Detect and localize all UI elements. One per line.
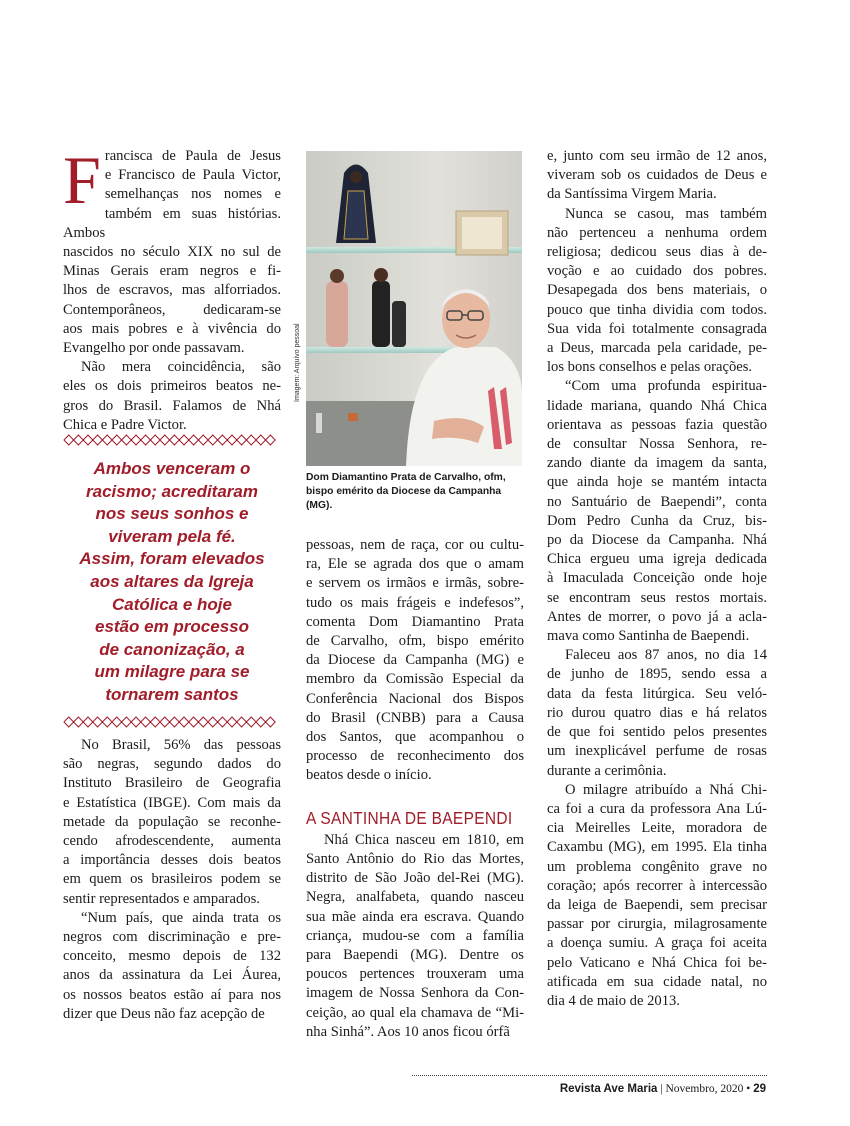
text-line: coração; após recorrer à intercessão	[547, 877, 767, 894]
text-line: do Brasil (CNBB) para a Causa	[306, 709, 524, 726]
text-line: poucos pertences trouxeram uma	[306, 966, 524, 983]
text-line: cendo afrodescendente, aumenta	[63, 833, 281, 850]
text-line: anos da assinatura da Lei Áurea,	[63, 967, 281, 984]
drop-cap: F	[63, 142, 101, 218]
text-line: beatos desde o início.	[306, 767, 432, 784]
text-line: ra, Ele se agrada dos que o amam	[306, 556, 524, 573]
text-line: imagem de Nossa Senhora da Con-	[306, 985, 524, 1002]
text-line: Contemporâneos, dedicaram-se	[63, 301, 281, 318]
text-line: da leiga de Baependi, sem precisar	[547, 896, 767, 913]
paragraph	[547, 646, 767, 780]
diamond-chain	[64, 717, 275, 727]
photo-illustration	[306, 151, 522, 466]
text-line: no Santuário de Baependi”, conta	[547, 493, 767, 510]
text-line: e Francisco de Paula Victor,	[104, 167, 281, 184]
text-line: da Santíssima Virgem Maria.	[547, 186, 717, 203]
text-line: os nossos beatos estão aí para nos	[63, 986, 281, 1003]
text-line: data da festa litúrgica. Seu veló-	[547, 685, 767, 702]
text-line: Nunca se casou, mas também	[565, 205, 767, 222]
paragraph	[63, 736, 281, 909]
text-line: são negras, segundo dados do	[63, 756, 281, 773]
text-line: processo de reconhecimento dos	[306, 748, 524, 765]
article-column-3	[547, 147, 767, 1011]
statue-saint	[372, 281, 390, 347]
text-line: de consultar Nossa Senhora, re-	[547, 436, 767, 453]
text-line: No Brasil, 56% das pessoas	[81, 737, 281, 753]
text-line: cia Meirelles Leite, moradora de	[547, 820, 767, 837]
text-line: durante a cerimônia.	[547, 762, 667, 779]
pull-quote	[63, 458, 281, 707]
text-line: sua mãe ainda era escrava. Quando	[306, 908, 524, 925]
text-line: metade da população se reconhe-	[63, 813, 281, 830]
text-line: Caxambu (MG), em 1995. Ela tinha	[547, 839, 767, 856]
text-line: Negra, analfabeta, quando nasceu	[306, 889, 524, 906]
footer-rule	[412, 1075, 767, 1076]
text-line: se encontram seus restos mortais.	[547, 589, 767, 606]
paragraph	[547, 147, 767, 205]
text-line: de que foi sentido pelos presentes	[547, 724, 767, 741]
text-line: gros do Brasil. Falamos de Nhá	[63, 397, 281, 414]
text-line: “Num país, que ainda trata os	[81, 909, 281, 926]
text-line: criança, mudou-se com a família	[306, 927, 524, 944]
text-line: Católica e hoje	[112, 594, 232, 614]
text-line: Faleceu aos 87 anos, no dia 14	[565, 647, 767, 664]
article-column-1	[63, 142, 281, 435]
diamond-chain	[64, 435, 275, 445]
text-line: nha Sinhá”. Aos 10 anos ficou órfã	[306, 1023, 510, 1040]
text-line: e Estatística (IBGE). Com mais da	[63, 794, 281, 811]
text-line: a Deus, marcada pela caridade, pe-	[547, 340, 767, 357]
text-line: Minas Gerais eram negros e fi-	[63, 263, 281, 280]
statue-saint	[326, 281, 348, 347]
text-line: Dom Pedro Cunha da Cruz, bis-	[547, 512, 767, 529]
footer-bullet: •	[746, 1083, 751, 1095]
page-footer	[560, 1083, 766, 1095]
text-line: lhos de escravos, mas alforriados.	[63, 282, 281, 299]
photo-credit: Imagem: Arquivo pessoal	[294, 323, 301, 402]
text-line: aos mais pobres e à vivência do	[63, 320, 281, 337]
article-column-1-continued	[63, 736, 281, 1024]
text-line: da Diocese da Campanha (MG) e	[306, 652, 524, 669]
text-line: ceição, ao qual ela chamava de “Mi-	[306, 1004, 524, 1021]
text-line: eles os dois primeiros beatos ne-	[63, 378, 281, 395]
text-line: Assim, foram elevados	[79, 549, 265, 569]
text-line: e servem os irmãos e irmãs, sobre-	[306, 575, 524, 592]
paragraph	[306, 536, 524, 786]
text-line: lidade mariana, quando Nhá Chica	[547, 397, 767, 414]
text-line: los bons conselhos e pelas orações.	[547, 359, 753, 376]
text-line: rio durou quatro dias e há relatos	[547, 704, 767, 721]
text-line: Chica ergueu uma igreja dedicada	[547, 551, 767, 568]
text-line: O milagre atribuído a Nhá Chi-	[565, 781, 767, 798]
text-line: de junho de 1895, sendo essa a	[547, 666, 767, 683]
text-line: um inexplicável perfume de rosas	[547, 743, 767, 760]
paragraph	[306, 831, 524, 1042]
glass-shelf	[306, 347, 466, 353]
text-line: de canonização, a	[99, 639, 245, 659]
text-line: Não mera coincidência, são	[81, 359, 281, 376]
text-line: a doença sumiu. A graça foi aceita	[547, 935, 767, 952]
photo-caption: Dom Diamantino Prata de Carvalho, ofm, bispo emérito da Diocese da Campanha (MG).	[306, 472, 506, 511]
section-subheading: A SANTINHA DE BAEPENDI	[306, 808, 513, 829]
text-line: pessoas, nem de raça, cor ou cultu-	[306, 537, 524, 553]
text-line: pouco que tinha dividia com todos.	[547, 301, 767, 318]
text-line: dizer que Deus não faz acepção de	[63, 1005, 265, 1022]
text-line: distrito de São João del-Rei (MG).	[306, 870, 524, 887]
text-line: Desapegada dos bens materiais, o	[547, 282, 767, 299]
text-line: semelhanças nos nomes e	[104, 186, 281, 203]
photo-bishop	[306, 151, 522, 466]
paragraph	[547, 205, 767, 378]
text-line: em quem os brasileiros podem se	[63, 871, 281, 888]
text-line: viveram pela fé.	[108, 526, 236, 546]
text-line: um milagre para se	[94, 662, 250, 682]
text-line: de Carvalho, ofm, bispo emérito	[306, 633, 524, 650]
text-line: mava como Santinha de Baependi.	[547, 628, 750, 645]
paragraph	[547, 377, 767, 646]
text-line: um problema congênito grave no	[547, 858, 767, 875]
paragraph	[63, 909, 281, 1024]
magazine-name: Revista Ave Maria	[559, 1083, 658, 1095]
page-number: 29	[753, 1083, 766, 1095]
text-line: que ainda hoje se mantém intacta	[547, 474, 767, 491]
text-line: passar por cirurgia, milagrosamente	[547, 916, 767, 933]
text-line: tornarem santos	[105, 684, 239, 704]
ornament-divider	[63, 434, 281, 446]
text-line: Evangelho por onde passavam.	[63, 340, 245, 357]
text-line: sentir representados e amparados.	[63, 890, 260, 907]
text-line: também em suas histórias. Ambos	[63, 205, 281, 241]
issue-date: Novembro, 2020	[665, 1083, 744, 1095]
text-line: “Com uma profunda espiritua-	[565, 378, 767, 395]
pull-quote-text	[63, 458, 281, 707]
text-line: racismo; acreditaram	[86, 481, 258, 501]
text-line: comenta Dom Diamantino Prata	[306, 613, 524, 630]
paragraph	[547, 781, 767, 1011]
text-line: Ambos venceram o	[93, 459, 251, 478]
text-line: voção e ao cuidado dos pobres.	[547, 263, 767, 280]
text-line: Conferência Nacional dos Bispos	[306, 690, 524, 707]
article-column-2	[306, 536, 524, 1042]
paragraph	[63, 358, 281, 435]
text-line: orientava as pessoas fazia questão	[547, 416, 767, 433]
footer-separator: |	[660, 1083, 663, 1095]
text-line: negros com discriminação e pre-	[63, 929, 281, 946]
text-line: nos seus sonhos e	[95, 504, 249, 524]
text-line: dos Santos, que acompanhou o	[306, 729, 524, 746]
text-line: não pertenceu a nenhuma ordem	[547, 224, 767, 241]
text-line: para Baependi (MG). Dentre os	[306, 947, 524, 964]
text-line: po da Diocese da Campanha. Nhá	[547, 532, 767, 549]
text-line: Sua vida foi totalmente consagrada	[547, 320, 767, 337]
text-line: ca foi a cura da professora Ana Lú-	[547, 800, 767, 817]
text-line: zando diante da imagem da santa,	[547, 455, 767, 472]
text-line: aos altares da Igreja	[90, 571, 254, 591]
text-line: estão em processo	[94, 617, 249, 637]
text-line: viveram sob os cuidados de Deus e	[547, 167, 767, 184]
text-line: religiosa; dedicou seus dias à de-	[547, 244, 767, 261]
text-line: pelo Vaticano e Nhá Chica foi be-	[547, 954, 767, 971]
text-line: Antes de morrer, o povo já a acla-	[547, 608, 767, 625]
text-line: nascidos no século XIX no sul de	[63, 244, 281, 261]
text-line: Chica e Padre Victor.	[63, 416, 187, 433]
text-line: Instituto Brasileiro de Geografia	[63, 775, 281, 792]
text-line: dia 4 de maio de 2013.	[547, 992, 680, 1009]
text-line: tudo os mais frágeis e indefesos”,	[306, 594, 524, 611]
text-line: conceito, mesmo depois de 132	[63, 948, 281, 965]
text-line: Nhá Chica nasceu em 1810, em	[324, 831, 524, 848]
text-line: atificada em sua cidade natal, no	[547, 973, 767, 990]
text-line: a importância desses dois beatos	[63, 852, 281, 869]
text-line: rancisca de Paula de Jesus	[104, 148, 281, 164]
text-line: membro da Comissão Especial da	[306, 671, 524, 688]
text-line: e, junto com seu irmão de 12 anos,	[547, 148, 767, 164]
text-line: à Imaculada Conceição onde hoje	[547, 570, 767, 587]
text-line: Santo Antônio do Rio das Mortes,	[306, 851, 524, 868]
ornament-divider	[63, 716, 281, 728]
